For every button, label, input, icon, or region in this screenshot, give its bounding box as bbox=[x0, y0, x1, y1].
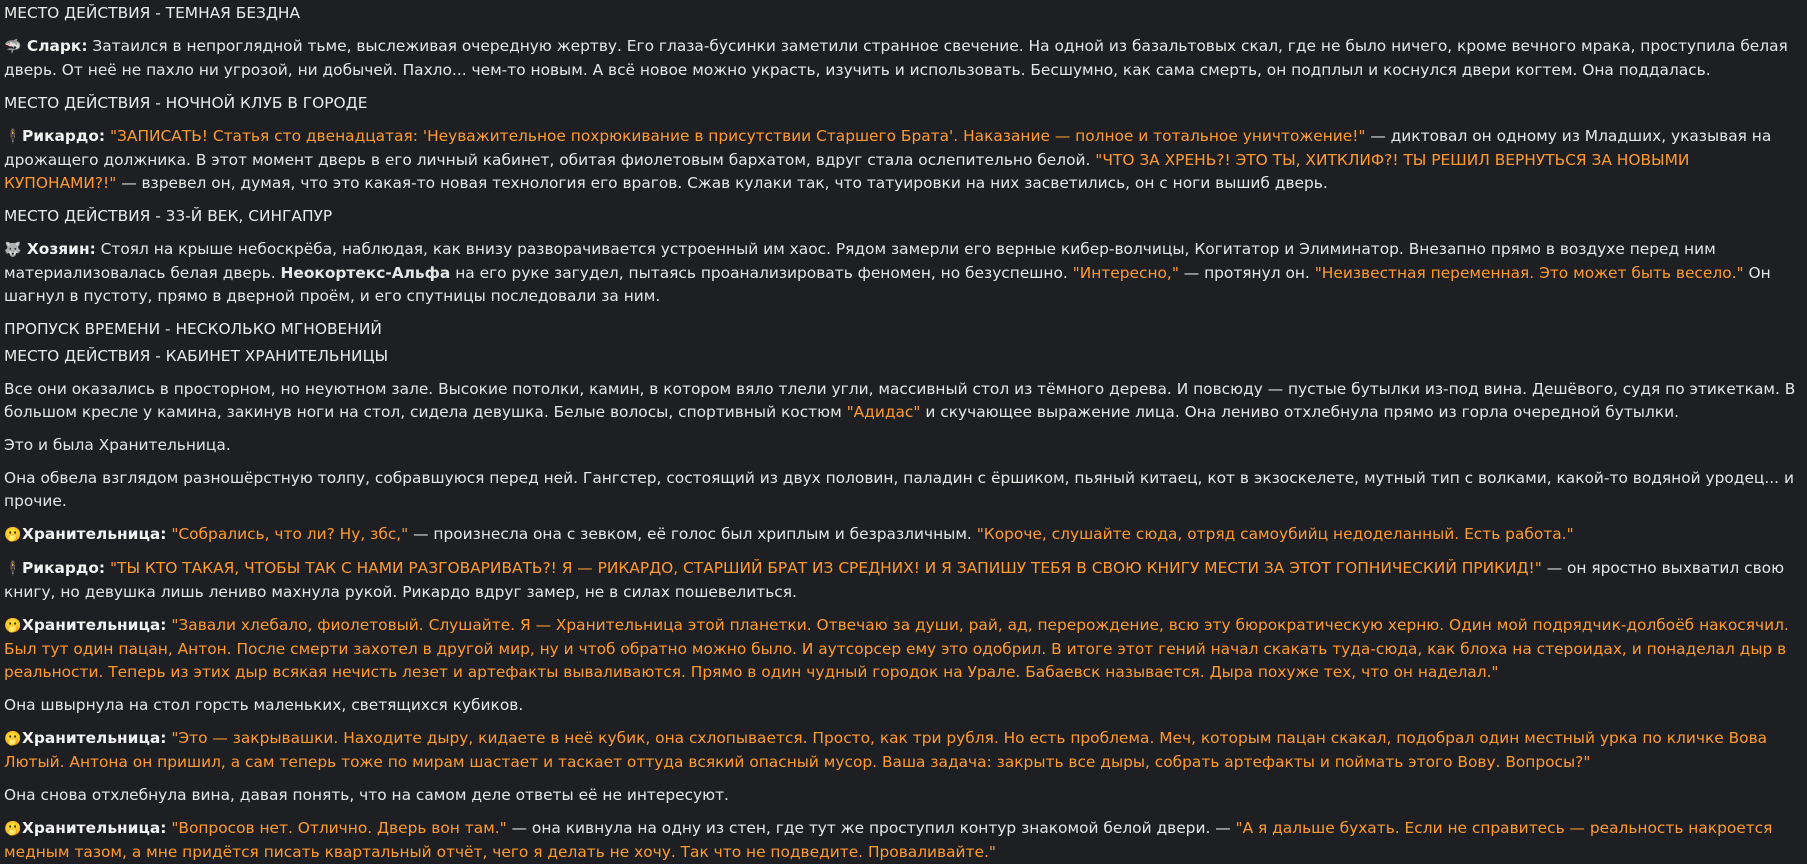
speaker-name: Хозяин: bbox=[26, 240, 96, 258]
shark-icon: 🦈 bbox=[4, 39, 22, 55]
quote: "Неизвестная переменная. Это может быть весело." bbox=[1314, 264, 1744, 282]
narration: Затаился в непроглядной тьме, выслеживая очередную жертву. Его глаза-бусинки заметили странное свечение. На одной из базальтовых скал, где не было ничего, кроме вечного мрака, проступила белая дверь. От неё не пахло ни угрозой, ни добычей. Пахло... чем-то новым. А всё новое можно украсть, изучить и использовать. Бесшумно, как сама смерть, он подплыл и коснулся двери когтем. Она поддалась. bbox=[4, 37, 1788, 79]
message-keeper bbox=[4, 523, 1803, 547]
message-slark bbox=[4, 35, 1803, 82]
speaker-name: Хранительница: bbox=[22, 819, 167, 837]
scene-heading: МЕСТО ДЕЙСТВИЯ - НОЧНОЙ КЛУБ В ГОРОДЕ bbox=[4, 94, 368, 112]
wolf-icon: 🐺 bbox=[4, 242, 22, 258]
person-icon: 🕴 bbox=[4, 561, 22, 577]
message-keeper bbox=[4, 727, 1803, 774]
quote: "Это — закрывашки. Находите дыру, кидаете в неё кубик, она схлопывается. Просто, как три рубля. Но есть проблема. Меч, которым пацан скакал, подобрал один местный урка по кличке Вова Лютый. Антона он пришил, а сам теперь тоже по мирам шастает и таскает оттуда всякий опасный мусор. Ваша задача: закрыть все дыры, собрать артефакты и поймать этого Вову. Вопросы?" bbox=[4, 729, 1768, 771]
speaker-name: Хранительница: bbox=[22, 729, 167, 747]
quote: "Интересно," bbox=[1072, 264, 1179, 282]
narration: на его руке загудел, пытаясь проанализировать феномен, но безуспешно. bbox=[450, 264, 1073, 282]
message-host bbox=[4, 238, 1803, 308]
quote: "Собрались, что ли? Ну, збс," bbox=[166, 525, 409, 543]
narration-paragraph: Все они оказались в просторном, но неуютном зале. Высокие потолки, камин, в котором вяло тлели угли, массивный стол из тёмного дерева. И повсюду — пустые бутылки из-под вина. Дешёвого, судя по этикеткам. В большом кресле у камина, закинув ноги на стол, сидела девушка. Белые волосы, спортивный костюм "Адидас" и скучающее выражение лица. Она лениво отхлебнула прямо из горла очередной бутылки. bbox=[4, 380, 1796, 421]
narration: Он шагнул в пустоту, прямо в дверной проём, и его спутницы последовали за ним. bbox=[4, 264, 1771, 305]
face-with-hand-icon: 🫢 bbox=[4, 731, 22, 747]
narration: — произнесла она с зевком, её голос был хриплым и безразличным. bbox=[408, 525, 977, 543]
quote: "ЗАПИСАТЬ! Статья сто двенадцатая: 'Неуважительное похрюкивание в присутствии Старшего Брата'. Наказание — полное и тотальное уничтожение!" bbox=[105, 127, 1366, 145]
scene-heading: МЕСТО ДЕЙСТВИЯ - 33-Й ВЕК, СИНГАПУР bbox=[4, 207, 333, 225]
narration-paragraph: Она обвела взглядом разношёрстную толпу, собравшуюся перед ней. Гангстер, состоящий из двух половин, паладин с ёршиком, пьяный китаец, кот в экзоскелете, мутный тип с волками, какой-то водяной уродец... и прочие. bbox=[4, 469, 1794, 510]
narration: — диктовал он одному из Младших, указывая на дрожащего должника. В этот момент дверь в его личный кабинет, обитая фиолетовым бархатом, вдруг стала ослепительно белой. bbox=[4, 127, 1772, 169]
speaker-name: Рикардо: bbox=[22, 559, 106, 577]
narration: — он яростно выхватил свою книгу, но девушка лишь лениво махнула рукой. Рикардо вдруг замер, не в силах пошевелиться. bbox=[4, 559, 1785, 601]
quote: "А я дальше бухать. Если не справитесь — реальность накроется медным тазом, а мне придётся писать квартальный отчёт, чего я делать не хочу. Так что не подведите. Проваливайте." bbox=[4, 819, 1773, 861]
quote: "Завали хлебало, фиолетовый. Слушайте. Я — Хранительница этой планетки. Отвечаю за души, рай, ад, перерождение, всю эту бюрократическую херню. Один мой подрядчик-долбоёб накосячил. Был тут один пацан, Антон. После смерти захотел в другой мир, ну и чтоб обратно можно было. И аутсорсер ему это одобрил. В итоге этот гений начал скакать туда-сюда, как блоха на стероидах, и понаделал дыр в реальности. Теперь из этих дыр всякая нечисть лезет и артефакты вываливаются. Прямо в один чудный городок на Урале. Бабаевск называется. Дыра похуже тех, что он наделал." bbox=[4, 616, 1789, 681]
quote: "Вопросов нет. Отлично. Дверь вон там." bbox=[166, 819, 507, 837]
quote: "Адидас" bbox=[846, 403, 921, 421]
narration-paragraph: Это и была Хранительница. bbox=[4, 436, 231, 454]
message-rikardo bbox=[4, 125, 1803, 195]
face-with-hand-icon: 🫢 bbox=[4, 527, 22, 543]
person-icon: 🕴 bbox=[4, 129, 22, 145]
scene-heading: ПРОПУСК ВРЕМЕНИ - НЕСКОЛЬКО МГНОВЕНИЙ bbox=[4, 320, 382, 338]
quote: "ЧТО ЗА ХРЕНЬ?! ЭТО ТЫ, ХИТКЛИФ?! ТЫ РЕШИЛ ВЕРНУТЬСЯ ЗА НОВЫМИ КУПОНАМИ?!" bbox=[4, 151, 1690, 192]
scene-heading: МЕСТО ДЕЙСТВИЯ - ТЕМНАЯ БЕЗДНА bbox=[4, 4, 301, 22]
speaker-name: Рикардо: bbox=[22, 127, 106, 145]
speaker-name: Хранительница: bbox=[22, 525, 167, 543]
narration: — она кивнула на одну из стен, где тут же проступил контур знакомой белой двери. — bbox=[506, 819, 1236, 837]
speaker-name: Сларк: bbox=[26, 37, 88, 55]
quote: "Короче, слушайте сюда, отряд самоубийц недоделанный. Есть работа." bbox=[976, 525, 1574, 543]
narration: — протянул он. bbox=[1178, 264, 1315, 282]
narration: — взревел он, думая, что это какая-то новая технология его врагов. Сжав кулаки так, что татуировки на них засветились, он с ноги вышиб дверь. bbox=[116, 174, 1328, 192]
face-with-hand-icon: 🫢 bbox=[4, 821, 22, 837]
face-with-hand-icon: 🫢 bbox=[4, 618, 22, 634]
quote: "ТЫ КТО ТАКАЯ, ЧТОБЫ ТАК С НАМИ РАЗГОВАРИВАТЬ?! Я — РИКАРДО, СТАРШИЙ БРАТ ИЗ СРЕДНИХ! И Я ЗАПИШУ ТЕБЯ В СВОЮ КНИГУ МЕСТИ ЗА ЭТОТ ГОПНИЧЕСКИЙ ПРИКИД!" bbox=[105, 559, 1542, 577]
narration: Стоял на крыше небоскрёба, наблюдая, как внизу разворачивается устроенный им хаос. Рядом замерли его верные кибер-волчицы, Когитатор и Элиминатор. Внезапно прямо в воздухе перед ним материализовалась белая дверь. bbox=[4, 240, 1716, 282]
narration-paragraph: Она снова отхлебнула вина, давая понять, что на самом деле ответы её не интересуют. bbox=[4, 786, 729, 804]
message-rikardo bbox=[4, 557, 1803, 604]
narration-paragraph: Она швырнула на стол горсть маленьких, светящихся кубиков. bbox=[4, 696, 524, 714]
message-keeper bbox=[4, 614, 1803, 684]
device-name: Неокортекс-Альфа bbox=[280, 264, 451, 282]
message-keeper bbox=[4, 817, 1803, 864]
speaker-name: Хранительница: bbox=[22, 616, 167, 634]
scene-heading: МЕСТО ДЕЙСТВИЯ - КАБИНЕТ ХРАНИТЕЛЬНИЦЫ bbox=[4, 347, 389, 365]
